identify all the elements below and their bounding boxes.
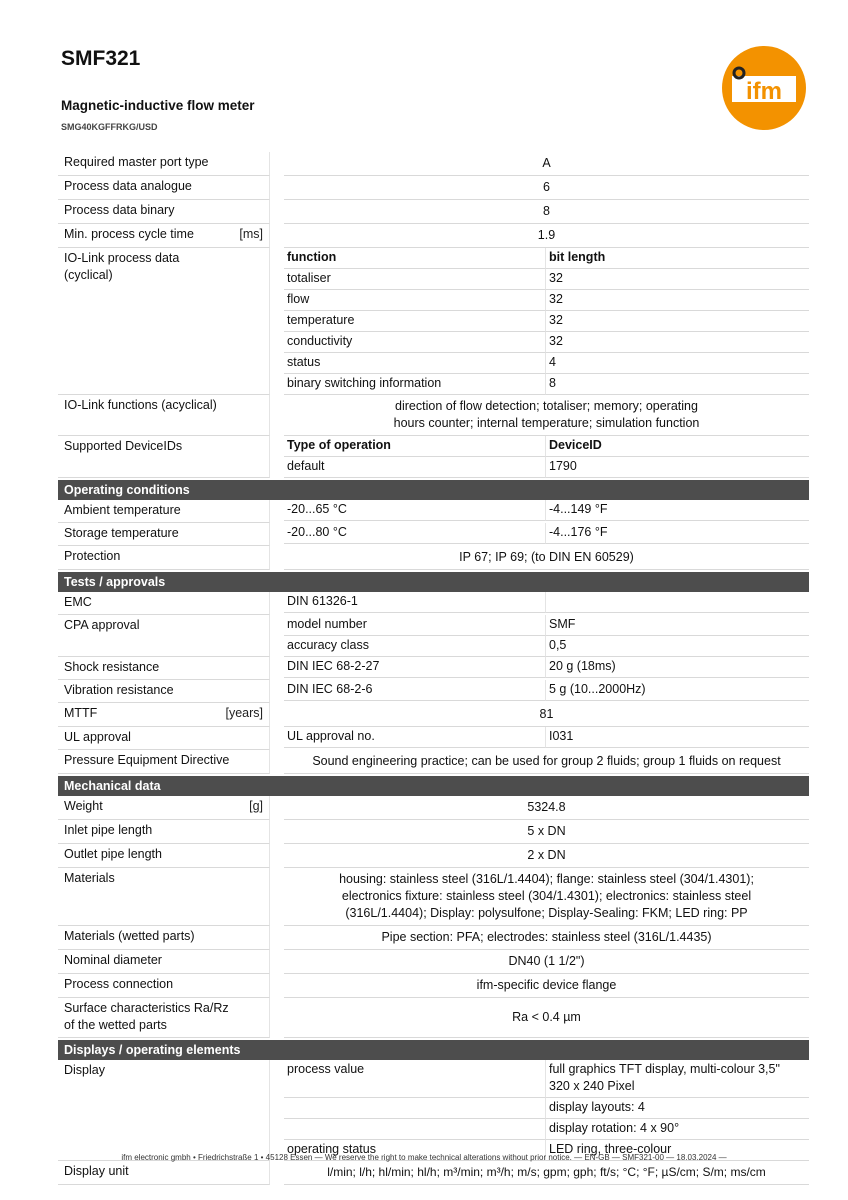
section-displays: Displays / operating elements <box>58 1040 809 1060</box>
row-inlet-pipe-length: Inlet pipe length 5 x DN <box>58 820 809 844</box>
row-materials-wetted: Materials (wetted parts) Pipe section: PFA; electrodes: stainless steel (316L/1.4435) <box>58 926 809 950</box>
row-ul-approval: UL approval UL approval no. I031 <box>58 727 809 750</box>
ifm-logo <box>722 46 806 130</box>
page-footer: ifm electronic gmbh • Friedrichstraße 1 • 45128 Essen — We reserve the right to make technical alterations without prior notice. — EN-GB — SMF321-00 — 18.03.2024 — <box>121 1153 727 1162</box>
row-iolink-functions: IO-Link functions (acyclical) direction of flow detection; totaliser; memory; operating hours counter; internal temperature; simulation function <box>58 395 809 436</box>
row-vibration-resistance: Vibration resistance DIN IEC 68-2-6 5 g (10...2000Hz) <box>58 680 809 703</box>
row-cycle-time: Min. process cycle time [ms] 1.9 <box>58 224 809 248</box>
row-protection: Protection IP 67; IP 69; (to DIN EN 60529) <box>58 546 809 570</box>
page-title: SMF321 <box>61 47 141 70</box>
row-process-connection: Process connection ifm-specific device flange <box>58 974 809 998</box>
row-device-ids: Supported DeviceIDs Type of operation DeviceID default 1790 <box>58 436 809 478</box>
row-master-port: Required master port type A <box>58 152 809 176</box>
row-emc: EMC DIN 61326-1 <box>58 592 809 615</box>
row-iolink-pd: IO-Link process data (cyclical) function bit length totaliser 32 flow 32 temperature 32 conductivity 32 status 4 binary switching information 8 <box>58 248 809 395</box>
row-display-unit: Display unit l/min; l/h; hl/min; hl/h; m³/min; m³/h; m/s; gpm; gph; ft/s; °C; °F; µS/cm; S/m; ms/cm <box>58 1161 809 1185</box>
row-outlet-pipe-length: Outlet pipe length 2 x DN <box>58 844 809 868</box>
section-tests-approvals: Tests / approvals <box>58 572 809 592</box>
row-storage-temperature: Storage temperature -20...80 °C -4...176 °F <box>58 523 809 546</box>
row-nominal-diameter: Nominal diameter DN40 (1 1/2") <box>58 950 809 974</box>
row-display: Display process value full graphics TFT display, multi-colour 3,5" 320 x 240 Pixel display layouts: 4 display rotation: 4 x 90° operating status LED ring, three-colour <box>58 1060 809 1161</box>
row-ambient-temperature: Ambient temperature -20...65 °C -4...149 °F <box>58 500 809 523</box>
section-operating-conditions: Operating conditions <box>58 480 809 500</box>
product-subtitle: Magnetic-inductive flow meter <box>61 98 255 113</box>
row-cpa-approval: CPA approval model number SMF accuracy class 0,5 <box>58 615 809 657</box>
row-surface-characteristics: Surface characteristics Ra/Rz of the wetted parts Ra < 0.4 µm <box>58 998 809 1038</box>
row-pressure-equipment-directive: Pressure Equipment Directive Sound engineering practice; can be used for group 2 fluids; group 1 fluids on request <box>58 750 809 774</box>
row-pd-binary: Process data binary 8 <box>58 200 809 224</box>
row-materials: Materials housing: stainless steel (316L/1.4404); flange: stainless steel (304/1.4301); electronics fixture: stainless steel (304/1.4301); electronics: stainless steel (316L/1.4404); Display: polysulfone; Display-Sealing: FKM; LED ring: PP <box>58 868 809 926</box>
article-number: SMG40KGFFRKG/USD <box>61 122 158 132</box>
row-pd-analogue: Process data analogue 6 <box>58 176 809 200</box>
svg-text:ifm: ifm <box>746 78 782 105</box>
section-mechanical-data: Mechanical data <box>58 776 809 796</box>
spec-table <box>58 152 809 1185</box>
row-weight: Weight [g] 5324.8 <box>58 796 809 820</box>
row-shock-resistance: Shock resistance DIN IEC 68-2-27 20 g (18ms) <box>58 657 809 680</box>
row-mttf: MTTF [years] 81 <box>58 703 809 727</box>
